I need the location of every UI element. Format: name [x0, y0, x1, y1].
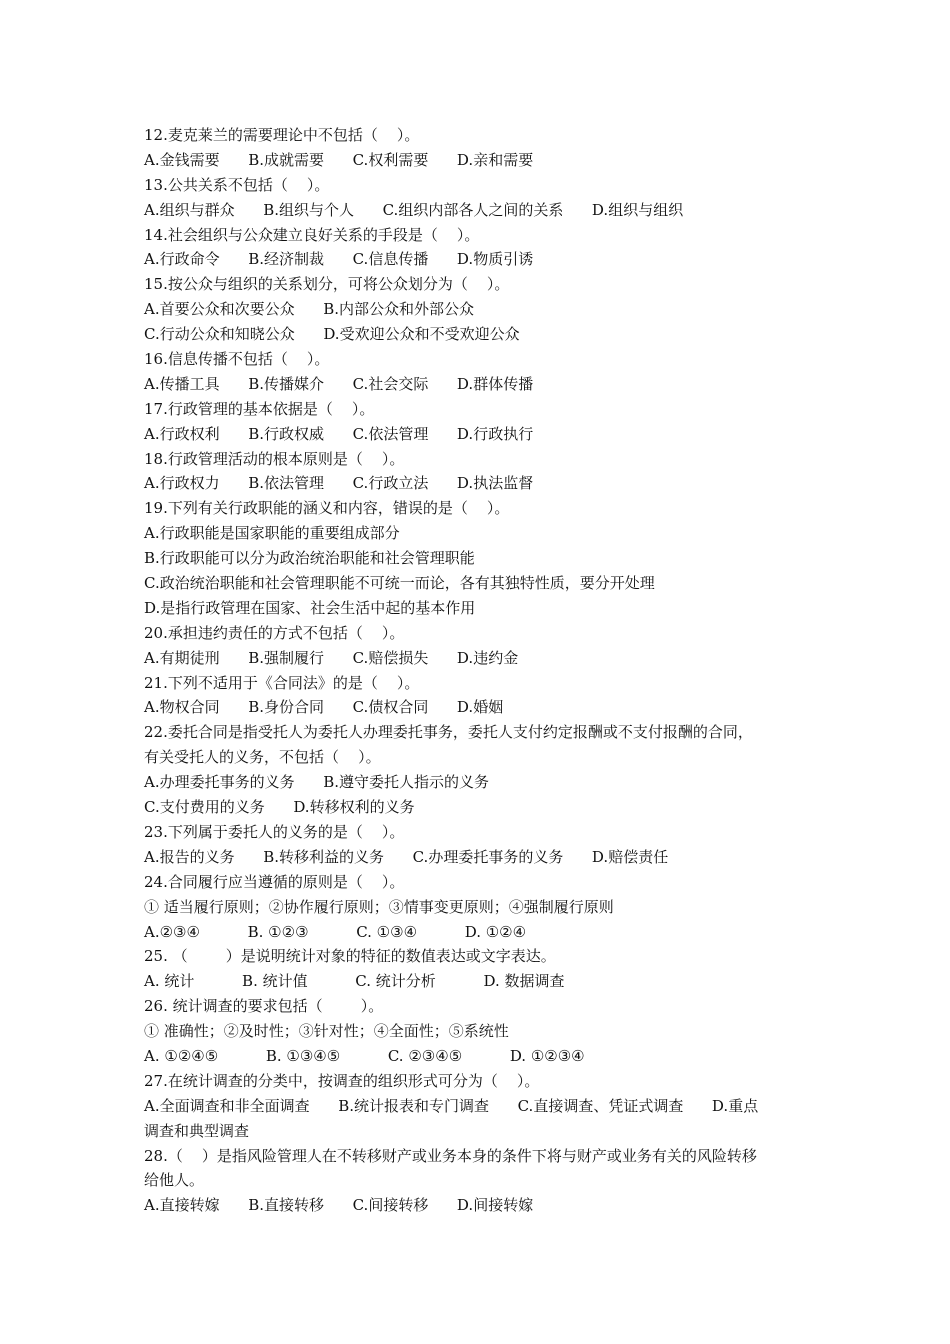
text-line: 15.按公众与组织的关系划分，可将公众划分为（ ）。	[144, 275, 510, 294]
text-line: 27.在统计调查的分类中，按调查的组织形式可分为（ ）。	[144, 1071, 540, 1090]
text-line: A. 统计 B. 统计值 C. 统计分析 D. 数据调查	[144, 972, 565, 991]
text-line: 给他人。	[144, 1171, 205, 1190]
text-line: 14.社会组织与公众建立良好关系的手段是（ ）。	[144, 225, 480, 244]
text-line: A.首要公众和次要公众 B.内部公众和外部公众	[144, 300, 475, 319]
text-line: 12.麦克莱兰的需要理论中不包括（ ）。	[144, 126, 420, 144]
text-line: 22.委托合同是指受托人为委托人办理委托事务，委托人支付约定报酬或不支付报酬的合同，	[144, 723, 753, 742]
text-line: 28.（ ）是指风险管理人在不转移财产或业务本身的条件下将与财产或业务有关的风险转移	[144, 1146, 757, 1165]
text-line: D.是指行政管理在国家、社会生活中起的基本作用	[144, 598, 476, 617]
text-line: A.办理委托事务的义务 B.遵守委托人指示的义务	[144, 773, 490, 792]
text-line: A.行政权力 B.依法管理 C.行政立法 D.执法监督	[144, 474, 534, 493]
text-line: 调查和典型调查	[144, 1121, 250, 1140]
text-line: A.金钱需要 B.成就需要 C.权利需要 D.亲和需要	[144, 150, 534, 169]
text-line: A.全面调查和非全面调查 B.统计报表和专门调查 C.直接调查、凭证式调查 D.重点	[144, 1096, 759, 1115]
text-line: A.传播工具 B.传播媒介 C.社会交际 D.群体传播	[144, 374, 534, 393]
text-line: A.组织与群众 B.组织与个人 C.组织内部各人之间的关系 D.组织与组织	[144, 200, 684, 219]
text-line: A.直接转嫁 B.直接转移 C.间接转移 D.间接转嫁	[144, 1196, 534, 1215]
document-page	[144, 123, 824, 1218]
text-line: A.②③④ B. ①②③ C. ①③④ D. ①②④	[144, 922, 527, 941]
text-line: A.报告的义务 B.转移利益的义务 C.办理委托事务的义务 D.赔偿责任	[144, 847, 669, 866]
text-line: ① 适当履行原则；②协作履行原则；③情事变更原则；④强制履行原则	[144, 897, 614, 916]
text-line: A.有期徒刑 B.强制履行 C.赔偿损失 D.违约金	[144, 648, 519, 667]
text-line: A. ①②④⑤ B. ①③④⑤ C. ②③④⑤ D. ①②③④	[144, 1046, 585, 1065]
text-line: 23.下列属于委托人的义务的是（ ）。	[144, 822, 405, 841]
text-line: 16.信息传播不包括（ ）。	[144, 350, 330, 369]
text-line: ① 准确性；②及时性；③针对性；④全面性；⑤系统性	[144, 1022, 509, 1041]
text-line: 24.合同履行应当遵循的原则是（ ）。	[144, 872, 405, 891]
text-line: 26. 统计调查的要求包括（ ）。	[144, 997, 384, 1016]
text-line: A.行政职能是国家职能的重要组成部分	[144, 524, 400, 543]
text-line: 21.下列不适用于《合同法》的是（ ）。	[144, 673, 420, 692]
text-line: 19.下列有关行政职能的涵义和内容，错误的是（ ）。	[144, 499, 510, 518]
text-line: 有关受托人的义务，不包括（ ）。	[144, 748, 381, 767]
text-line: B.行政职能可以分为政治统治职能和社会管理职能	[144, 549, 475, 568]
text-line: 17.行政管理的基本依据是（ ）。	[144, 399, 375, 418]
text-line: 18.行政管理活动的根本原则是（ ）。	[144, 449, 405, 468]
text-line: C.行动公众和知晓公众 D.受欢迎公众和不受欢迎公众	[144, 325, 520, 344]
text-line: 20.承担违约责任的方式不包括（ ）。	[144, 623, 405, 642]
text-line: A.物权合同 B.身份合同 C.债权合同 D.婚姻	[144, 698, 504, 717]
text-line: 25. （ ）是说明统计对象的特征的数值表达或文字表达。	[144, 947, 556, 966]
text-line: A.行政命令 B.经济制裁 C.信息传播 D.物质引诱	[144, 250, 534, 269]
text-line: C.政治统治职能和社会管理职能不可统一而论，各有其独特性质，要分开处理	[144, 574, 655, 593]
text-line: 13.公共关系不包括（ ）。	[144, 175, 330, 194]
text-line: C.支付费用的义务 D.转移权利的义务	[144, 798, 415, 817]
text-line: A.行政权利 B.行政权威 C.依法管理 D.行政执行	[144, 424, 534, 443]
